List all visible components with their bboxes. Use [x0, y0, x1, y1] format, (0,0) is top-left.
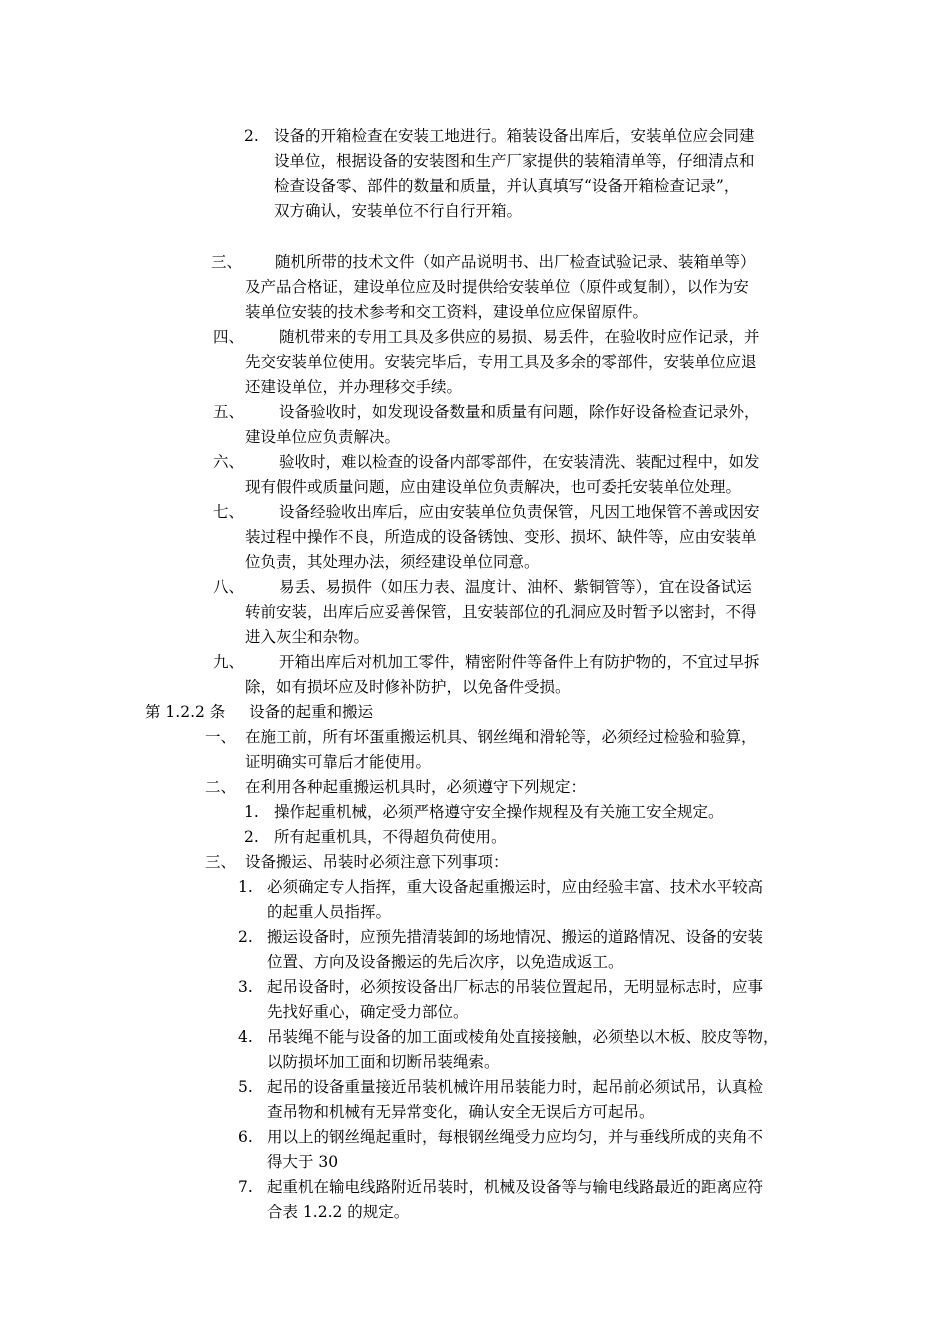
- section-text-line: 验收时，难以检查的设备内部零部件，在安装清洗、装配过程中，如发: [279, 453, 760, 471]
- item-number: 7.: [238, 1178, 253, 1196]
- section-text-line: 先交安装单位使用。安装完毕后，专用工具及多余的零部件，安装单位应退: [245, 353, 757, 371]
- section-text-line: 还建设单位，并办理移交手续。: [245, 378, 463, 396]
- item-number: 2.: [244, 828, 259, 846]
- item-number: 1.: [244, 803, 259, 821]
- section-number: 三、: [211, 253, 243, 271]
- item-text-line: 检查设备零、部件的数量和质量，并认真填写“设备开箱检查记录”，: [274, 177, 740, 195]
- item-text-line: 位置、方向及设备搬运的先后次序，以免造成返工。: [267, 953, 624, 971]
- section-text-line: 装过程中操作不良，所造成的设备锈蚀、变形、损坏、缺件等，应由安装单: [245, 528, 757, 546]
- item-text-line: 起吊设备时，必须按设备出厂标志的吊装位置起吊，无明显标志时，应事: [267, 978, 764, 996]
- item-text-line: 合表 1.2.2 的规定。: [267, 1203, 410, 1221]
- section-text-line: 位负责，其处理办法，须经建设单位同意。: [245, 553, 540, 571]
- item-number: 2.: [244, 127, 259, 145]
- item-text-line: 双方确认，安装单位不行自行开箱。: [274, 202, 523, 220]
- section-text-line: 现有假件或质量问题，应由建设单位负责解决，也可委托安装单位处理。: [245, 478, 742, 496]
- section-number: 二、: [205, 778, 237, 796]
- section-text-line: 除，如有损坏应及时修补防护，以免备件受损。: [245, 678, 571, 696]
- section-text-line: 证明确实可靠后才能使用。: [245, 753, 432, 771]
- item-text-line: 用以上的钢丝绳起重时，每根钢丝绳受力应均匀，并与垂线所成的夹角不: [267, 1128, 764, 1146]
- section-number: 八、: [213, 578, 245, 596]
- section-text-line: 设备验收时，如发现设备数量和质量有问题，除作好设备检查记录外，: [279, 403, 760, 421]
- item-text-line: 以防损坏加工面和切断吊装绳索。: [267, 1053, 500, 1071]
- section-text-line: 装单位安装的技术参考和交工资料，建设单位应保留原件。: [245, 303, 649, 321]
- section-text-line: 建设单位应负责解决。: [245, 428, 401, 446]
- article-heading: [145, 700, 645, 725]
- section-text-line: 转前安装，出库后应妥善保管，且安装部位的孔洞应及时暂予以密封，不得: [245, 603, 757, 621]
- item-text-line: 吊装绳不能与设备的加工面或棱角处直接接触，必须垫以木板、胶皮等物，: [267, 1028, 779, 1046]
- section-text-line: 开箱出库后对机加工零件，精密附件等备件上有防护物的，不宜过早拆: [279, 653, 760, 671]
- article-title: 设备的起重和搬运: [249, 703, 374, 721]
- section-number: 九、: [213, 653, 245, 671]
- section-text-line: 设备经验收出库后，应由安装单位负责保管，凡因工地保管不善或因安: [279, 503, 760, 521]
- section-text-line: 易丢、易损件（如压力表、温度计、油杯、紫铜管等），宜在设备试运: [279, 578, 752, 596]
- section-text-line: 随机带来的专用工具及多供应的易损、易丢件，在验收时应作记录，并: [279, 328, 760, 346]
- section-text-line: 随机所带的技术文件（如产品说明书、出厂检查试验记录、装箱单等）: [275, 253, 756, 271]
- item-text-line: 设备的开箱检查在安装工地进行。箱装设备出库后，安装单位应会同建: [274, 127, 755, 145]
- item-text-line: 设单位，根据设备的安装图和生产厂家提供的装箱清单等，仔细清点和: [274, 152, 755, 170]
- item-text-line: 所有起重机具，不得超负荷使用。: [274, 828, 507, 846]
- section-number: 六、: [213, 453, 245, 471]
- article-label: 第 1.2.2 条: [145, 703, 226, 721]
- section-text-line: 及产品合格证，建设单位应及时提供给安装单位（原件或复制），以作为安: [245, 278, 749, 296]
- item-text-line: 的起重人员指挥。: [267, 903, 392, 921]
- section-number: 三、: [205, 853, 237, 871]
- section-number: 一、: [205, 728, 237, 746]
- item-text-line: 起重机在输电线路附近吊装时，机械及设备等与输电线路最近的距离应符: [267, 1178, 764, 1196]
- section-text-line: 设备搬运、吊装时必须注意下列事项：: [245, 853, 509, 871]
- item-number: 1.: [238, 878, 253, 896]
- item-text-line: 起吊的设备重量接近吊装机械许用吊装能力时，起吊前必须试吊，认真检: [267, 1078, 764, 1096]
- item-text-line: 先找好重心，确定受力部位。: [267, 1003, 469, 1021]
- item-number: 4.: [238, 1028, 253, 1046]
- item-number: 6.: [238, 1128, 253, 1146]
- section-number: 四、: [213, 328, 245, 346]
- section-number: 五、: [213, 403, 245, 421]
- section-text-line: 进入灰尘和杂物。: [245, 628, 370, 646]
- item-text-line: 查吊物和机械有无异常变化，确认安全无误后方可起吊。: [267, 1103, 655, 1121]
- section-text-line: 在施工前，所有坏蛋重搬运机具、钢丝绳和滑轮等，必须经过检验和验算，: [245, 728, 757, 746]
- item-text-line: 操作起重机械，必须严格遵守安全操作规程及有关施工安全规定。: [274, 803, 724, 821]
- item-text-line: 必须确定专人指挥，重大设备起重搬运时，应由经验丰富、技术水平较高: [267, 878, 764, 896]
- item-text-line: 搬运设备时，应预先措清装卸的场地情况、搬运的道路情况、设备的安装: [267, 928, 764, 946]
- item-text-line: 得大于 30: [267, 1153, 339, 1171]
- section-text-line: 在利用各种起重搬运机具时，必须遵守下列规定：: [245, 778, 587, 796]
- section-number: 七、: [213, 503, 245, 521]
- item-number: 5.: [238, 1078, 253, 1096]
- item-number: 3.: [238, 978, 253, 996]
- item-number: 2.: [238, 928, 253, 946]
